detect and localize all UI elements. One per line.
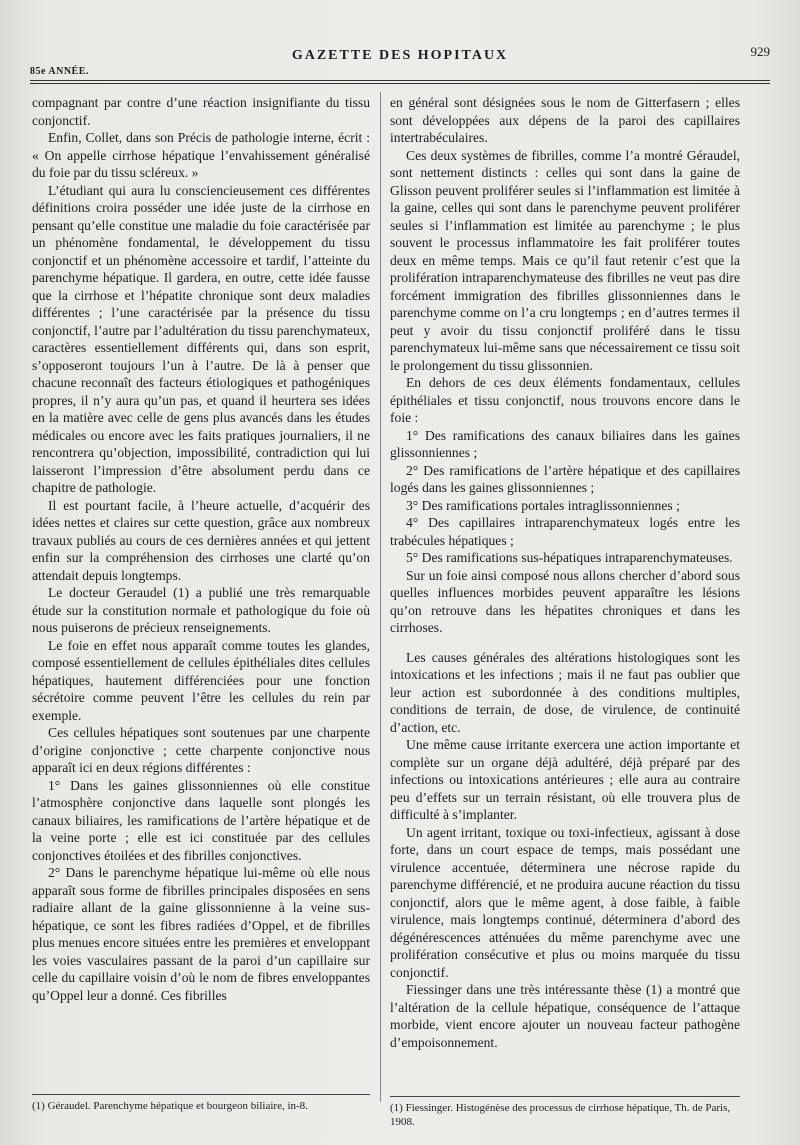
- footnote-right: (1) Fiessinger. Histogénèse des processus de cirrhose hépatique, Th. de Paris, 1908.: [390, 1102, 731, 1128]
- paragraph: compagnant par contre d’une réaction insignifiante du tissu conjonctif.: [32, 95, 370, 128]
- page-number: 929: [750, 44, 770, 59]
- paragraph: Il est pourtant facile, à l’heure actuelle, d’acquérir des idées nettes et claires sur cette question, grâce aux nombreux travaux publiés au cours de ces dernières années et qui jettent enfin sur la compréhension des cirrhoses une clarté qu’on attendait depuis longtemps.: [32, 497, 370, 583]
- paragraph: Les causes générales des altérations histologiques sont les intoxications et les infections ; mais il ne faut pas oublier que leur action est subordonnée à des conditions multiples, conditions de terrain, de dose, de virulence, de continuité d’action, etc.: [390, 649, 740, 735]
- paragraph: Ces cellules hépatiques sont soutenues par une charpente d’origine conjonctive ; cette charpente conjonctive nous apparaît ici en deux régions différentes :: [32, 725, 370, 775]
- paragraph: 2° Dans le parenchyme hépatique lui-même où elle nous apparaît sous forme de fibrilles principales disposées en sens radiaire allant de la gaine glissonnienne à la veine sus-hépatique, ce sont les fibres radiées d’Oppel, et de fibrilles plus menues encore situées entre les premières et enveloppant les voies vasculaires passant de la paroi d’un capillaire sur celle du capillaire voisin d’où le nom de fibres enveloppantes qu’Oppel leur a donné. Ces fibrilles: [32, 865, 370, 1003]
- list-item: 4° Des capillaires intraparenchymateux logés entre les trabécules hépatiques ;: [390, 515, 740, 548]
- list-item: 2° Des ramifications de l’artère hépatique et des capillaires logés dans les gaines glissonniennes ;: [390, 462, 740, 495]
- paragraph: Un agent irritant, toxique ou toxi-infectieux, agissant à dose forte, dans un court espace de temps, mais possédant une virulence accentuée, déterminera une nécrose rapide du parenchyme différencié, et ne produira aucune réaction du tissu conjonctif, alors que le même agent, à dose faible, à faible virulence, mais longtemps continué, déterminera d’abord des dégénérescences atténuées du même parenchyme avec une prolifération consécutive et plus ou moins marquée du tissu conjonctif.: [390, 824, 740, 980]
- paragraph: Le docteur Geraudel (1) a publié une très remarquable étude sur la constitution normale et pathologique du foie où nous puiserons de précieux renseignements.: [32, 585, 370, 635]
- paragraph: Fiessinger dans une très intéressante thèse (1) a montré que l’altération de la cellule hépatique, conséquence de l’attaque morbide, vient encore ajouter un nouveau facteur pathogène d’empoisonnement.: [390, 982, 740, 1050]
- right-column: [390, 94, 740, 1051]
- paragraph: Sur un foie ainsi composé nous allons chercher d’abord sous quelles influences morbides peuvent apparaître les lésions qu’on retrouve dans les hépatites chroniques et dans les cirrhoses.: [390, 567, 740, 635]
- footnote-rule: [390, 1096, 740, 1097]
- paragraph: L’étudiant qui aura lu consciencieusement ces différentes définitions croira posséder une idée juste de la cirrhose en pensant qu’elle constitue une maladie du foie caractérisée par un phénomène fondamental, le développement du tissu conjonctif et un phénomène accessoire et tardif, l’atteinte du parenchyme hépatique. Il gardera, en outre, cette idée fausse que la cirrhose et l’hépatite chronique sont deux maladies différentes ; l’une caractérisée par la présence du tissu conjonctif, l’autre par l’adultération du tissu parenchymateux, caractères essentiellement différents qui, dans son esprit, s’opposeront toujours l’un à l’autre. De là à penser que chacune reconnaît des facteurs étiologiques et pathogéniques propres, il n’y aura qu’un pas, et quand il heurtera ses idées en la matière avec celle de gens plus avancés dans les études médicales ou encore avec les faits pratiques journaliers, il ne rencontrera qu’objection, impossibilité, contradiction qui lui laisseront l’impression d’être absolument perdu dans ce chapitre de pathologie.: [32, 182, 370, 495]
- paragraph: Enfin, Collet, dans son Précis de pathologie interne, écrit : « On appelle cirrhose hépatique l’envahissement généralisé du foie par du tissu scléreux. »: [32, 130, 370, 180]
- footnote-left: (1) Géraudel. Parenchyme hépatique et bourgeon biliaire, in-8.: [32, 1100, 308, 1112]
- page-header: [30, 40, 770, 76]
- list-item: 5° Des ramifications sus-hépatiques intraparenchymateuses.: [406, 550, 733, 565]
- paragraph: 1° Dans les gaines glissonniennes où elle constitue l’atmosphère conjonctive dans laquelle sont plongés les canaux biliaires, les ramifications de l’artère hépatique et de la veine porte ; elle est ici constituée par des cellules conjonctives étoilées et des fibrilles conjonctives.: [32, 777, 370, 863]
- paragraph: Ces deux systèmes de fibrilles, comme l’a montré Géraudel, sont nettement distincts : celles qui sont dans la gaine de Glisson peuvent proliférer seules si l’inflammation est limitée à la gaine, celles qui sont dans le parenchyme peuvent proliférer seules si l’inflammation est limitée au parenchyme ; le plus souvent le processus inflammatoire les fait proliférer toutes deux en même temps. Mais ce qu’il faut retenir c’est que la prolifération intraparenchymateuse des fibrilles ne veut pas dire forcément immigration des fibrilles glissonniennes dans le parenchyme comme on l’a cru longtemps ; en d’autres termes il peut y avoir du tissu conjonctif proliféré dans le tissu parenchymateux lui-même sans que nécessairement ce tissu soit le prolongement du tissu glissonnien.: [390, 147, 740, 373]
- paragraph: en général sont désignées sous le nom de Gitterfasern ; elles sont développées aux dépens de la paroi des capillaires intertrabéculaires.: [390, 95, 740, 145]
- column-divider: [380, 92, 381, 1102]
- paragraph: Le foie en effet nous apparaît comme toutes les glandes, composé essentiellement de cellules épithéliales dites cellules hépatiques, hautement différenciées pour une fonction sécrétoire comme peuvent l’être les cellules du rein par exemple.: [32, 637, 370, 723]
- paragraph: En dehors de ces deux éléments fondamentaux, cellules épithéliales et tissu conjonctif, nous trouvons encore dans le foie :: [390, 375, 740, 425]
- header-rule: [30, 80, 770, 84]
- year-label: 85e ANNÉE.: [30, 66, 89, 77]
- list-item: 3° Des ramifications portales intraglissonniennes ;: [406, 497, 680, 513]
- left-column: [32, 94, 370, 1004]
- footnote-rule: [32, 1094, 370, 1095]
- list-item: 1° Des ramifications des canaux biliaires dans les gaines glissonniennes ;: [390, 427, 740, 460]
- paragraph: Une même cause irritante exercera une action importante et complète sur un organe déjà adultéré, déjà préparé par des infections ou intoxications antérieures ; elle aura au contraire peu d’effets sur un terrain résistant, où elle trouvera plus de difficulté à s’implanter.: [390, 737, 740, 822]
- journal-title: GAZETTE DES HOPITAUX: [291, 48, 509, 63]
